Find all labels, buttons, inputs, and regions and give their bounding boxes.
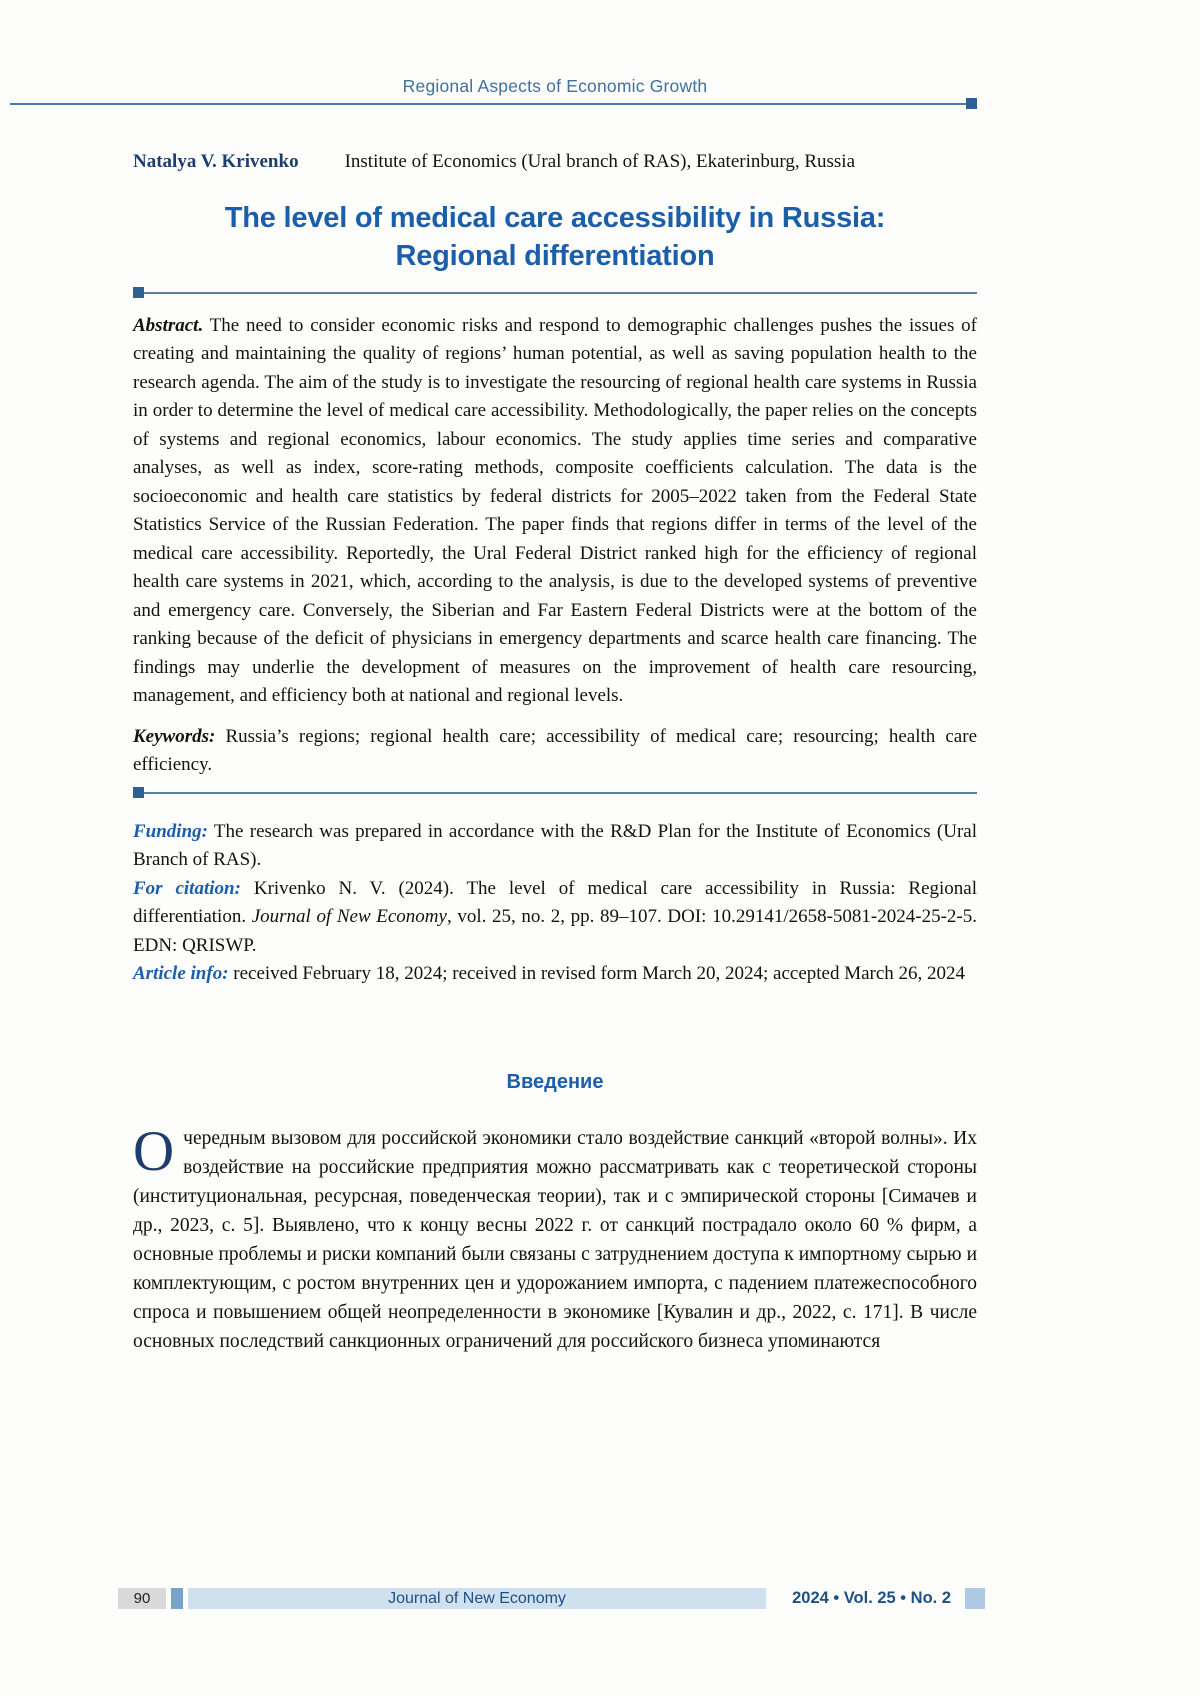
funding-label: Funding:: [133, 820, 208, 842]
keywords-label: Keywords:: [133, 725, 216, 747]
article-info: [133, 960, 977, 989]
page-footer: [118, 1588, 985, 1609]
footer-separator-block: [171, 1588, 183, 1609]
keywords-rule-square: [133, 787, 144, 798]
citation-label: For citation:: [133, 877, 241, 899]
keywords: [133, 723, 977, 780]
introduction-paragraph: [133, 1119, 977, 1356]
funding-text: The research was prepared in accordance with the R&D Plan for the Institute of Economics (Ural Branch of RAS).: [133, 820, 977, 871]
funding: [133, 818, 977, 875]
byline: [133, 151, 977, 173]
citation-text-post: , vol. 25, no. 2, pp. 89–107. DOI: 10.29141/2658-5081-2024-25-2-5. EDN: QRISWP.: [133, 906, 977, 956]
article-info-label: Article info:: [133, 963, 229, 985]
article-title-line1: The level of medical care accessibility in Russia:: [224, 202, 886, 234]
article-meta: [133, 818, 977, 989]
citation-journal-name: Journal of New Economy: [251, 906, 447, 928]
article: [133, 151, 977, 1356]
drop-cap: О: [133, 1119, 175, 1183]
header-rule-square: [966, 98, 977, 109]
article-title: [133, 199, 977, 276]
section-heading-introduction: Введение: [506, 1070, 604, 1093]
page-number: 90: [118, 1588, 166, 1609]
footer-journal-bar: [188, 1588, 766, 1609]
citation-text-pre: Krivenko N. V. (2024). The level of medical care accessibility in Russia: Regional differentiation.: [133, 877, 978, 928]
page-header: [0, 0, 1200, 97]
abstract-label: Abstract.: [133, 314, 204, 336]
article-info-text: received February 18, 2024; received in revised form March 20, 2024; accepted March 26, 2024: [233, 963, 966, 985]
author-affiliation: Institute of Economics (Ural branch of RAS), Ekaterinburg, Russia: [344, 151, 856, 172]
article-title-line2: Regional differentiation: [395, 240, 715, 273]
title-rule-square: [133, 287, 144, 298]
abstract-text: The need to consider economic risks and respond to demographic challenges pushes the issues of creating and maintaining the quality of regions’ human potential, as well as saving population health to the research agenda. The aim of the study is to investigate the resourcing of regional health care systems in Russia in order to determine the level of medical care accessibility. Methodologically, the paper relies on the concepts of systems and regional economics, labour economics. The study applies time series and comparative analyses, as well as index, score-rating methods, composite coefficients calculation. The data is the socioeconomic and health care statistics by federal districts for 2005–2022 taken from the Federal State Statistics Service of the Russian Federation. The paper finds that regions differ in terms of the level of the medical care accessibility. Reportedly, the Ural Federal District ranked high for the efficiency of regional health care systems in 2021, which, according to the analysis, is due to the developed systems of preventive and emergency care. Conversely, the Siberian and Far Eastern Federal Districts were at the bottom of the ranking because of the deficit of physicians in emergency departments and scarce health care financing. The findings may underlie the development of measures on the improvement of health care resourcing, management, and efficiency both at national and regional levels.: [133, 314, 977, 707]
footer-square: [965, 1588, 985, 1609]
footer-journal-name: Journal of New Economy: [388, 1589, 566, 1607]
citation: [133, 875, 977, 961]
header-rule: [10, 103, 977, 105]
footer-issue-info: 2024 • Vol. 25 • No. 2: [792, 1589, 951, 1607]
keywords-text: Russia’s regions; regional health care; accessibility of medical care; resourcing; health care efficiency.: [133, 725, 977, 776]
keywords-rule: [133, 792, 977, 794]
introduction-text: чередным вызовом для российской экономики стало воздействие санкций «второй волны». Их воздействие на российские предприятия можно рассматривать как с теоретической стороны (институциональная, ресурсная, поведенческая теории), так и с эмпирической стороны [Симачев и др., 2023, с. 5]. Выявлено, что к концу весны 2022 г. от санкций пострадало около 60 % фирм, а основные проблемы и риски компаний были связаны с затруднением доступа к импортному сырью и комплектующим, с ростом внутренних цен и удорожанием импорта, с падением платежеспособного спроса и повышением общей неопределенности в экономике [Кувалин и др., 2022, с. 171]. В числе основных последствий санкционных ограничений для российского бизнеса упоминаются: [133, 1127, 977, 1352]
running-head: Regional Aspects of Economic Growth: [402, 76, 708, 96]
title-rule: [133, 292, 977, 294]
abstract: [133, 312, 977, 711]
author-name: Natalya V. Krivenko: [133, 151, 299, 172]
